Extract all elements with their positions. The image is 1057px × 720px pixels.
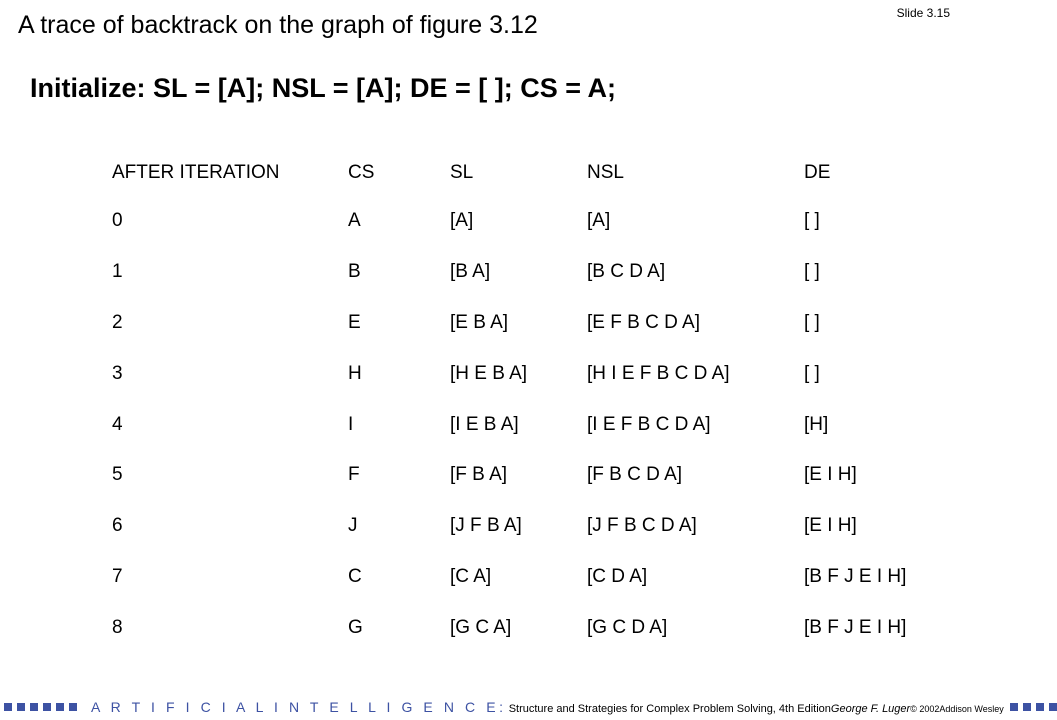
cell-de: [ ] (804, 210, 820, 232)
cell-sl: [J F B A] (450, 515, 522, 537)
footer-squares-left (4, 703, 77, 711)
cell-iteration: 3 (112, 362, 123, 384)
cell-sl: [I E B A] (450, 413, 519, 435)
cell-iteration: 2 (112, 311, 123, 333)
cell-nsl: [A] (587, 210, 611, 232)
table-row (112, 602, 954, 653)
cell-nsl: [F B C D A] (587, 464, 683, 486)
cell-cs: G (348, 616, 363, 638)
square-icon (4, 703, 12, 711)
cell-cs: H (348, 362, 362, 384)
cell-nsl: [J F B C D A] (587, 515, 697, 537)
cell-iteration: 7 (112, 565, 123, 587)
square-icon (43, 703, 51, 711)
cell-sl: [H E B A] (450, 362, 528, 384)
cell-de: [ ] (804, 311, 820, 333)
cell-cs: A (348, 210, 361, 232)
cell-cs: E (348, 311, 361, 333)
header-cs: CS (348, 161, 375, 183)
square-icon (17, 703, 25, 711)
cell-cs: J (348, 515, 358, 537)
footer-author: George F. Luger (830, 703, 911, 715)
cell-nsl: [G C D A] (587, 616, 668, 638)
table-row (112, 399, 954, 450)
table-row (112, 552, 954, 603)
cell-de: [B F J E I H] (804, 616, 907, 638)
cell-sl: [G C A] (450, 616, 512, 638)
initialize-statement: Initialize: SL = [A]; NSL = [A]; DE = [ ]; CS = A; (30, 73, 617, 103)
cell-iteration: 1 (112, 261, 123, 283)
cell-nsl: [I E F B C D A] (587, 413, 711, 435)
backtrack-trace-table (112, 149, 954, 653)
cell-cs: I (348, 413, 354, 435)
header-de: DE (804, 161, 831, 183)
table-row (112, 450, 954, 501)
square-icon (1036, 703, 1044, 711)
cell-de: [ ] (804, 362, 820, 384)
table-row (112, 501, 954, 552)
header-sl: SL (450, 161, 474, 183)
table-header-row (112, 149, 954, 196)
cell-iteration: 0 (112, 210, 123, 232)
cell-de: [ ] (804, 261, 820, 283)
header-after-iteration: AFTER ITERATION (112, 161, 280, 183)
square-icon (69, 703, 77, 711)
square-icon (1010, 703, 1018, 711)
square-icon (30, 703, 38, 711)
square-icon (1049, 703, 1057, 711)
cell-cs: F (348, 464, 360, 486)
square-icon (56, 703, 64, 711)
cell-nsl: [H I E F B C D A] (587, 362, 730, 384)
cell-sl: [E B A] (450, 311, 509, 333)
footer-squares-right (1010, 703, 1057, 711)
cell-sl: [B A] (450, 261, 491, 283)
header-nsl: NSL (587, 161, 624, 183)
cell-de: [H] (804, 413, 829, 435)
footer (0, 696, 1004, 718)
cell-cs: B (348, 261, 361, 283)
cell-nsl: [B C D A] (587, 261, 666, 283)
footer-brand: A R T I F I C I A L I N T E L L I G E N C E: (91, 699, 507, 715)
cell-de: [E I H] (804, 464, 857, 486)
cell-nsl: [E F B C D A] (587, 311, 700, 333)
cell-sl: [F B A] (450, 464, 508, 486)
cell-cs: C (348, 565, 362, 587)
table-row (112, 196, 954, 247)
cell-de: [B F J E I H] (804, 565, 907, 587)
footer-text (91, 699, 1004, 715)
table-row (112, 247, 954, 298)
square-icon (1023, 703, 1031, 711)
cell-de: [E I H] (804, 515, 857, 537)
cell-iteration: 6 (112, 515, 123, 537)
slide-title: A trace of backtrack on the graph of figure 3.12 (18, 11, 538, 39)
footer-copyright: © 2002 (910, 704, 940, 714)
cell-iteration: 5 (112, 464, 123, 486)
footer-subtitle: Structure and Strategies for Complex Problem Solving, 4th Edition (508, 703, 831, 715)
cell-nsl: [C D A] (587, 565, 648, 587)
cell-iteration: 4 (112, 413, 123, 435)
table-body (112, 196, 954, 653)
cell-sl: [C A] (450, 565, 492, 587)
table-row (112, 348, 954, 399)
slide-number: Slide 3.15 (896, 6, 950, 20)
cell-iteration: 8 (112, 616, 123, 638)
table-row (112, 298, 954, 349)
cell-sl: [A] (450, 210, 474, 232)
footer-publisher: Addison Wesley (939, 704, 1004, 714)
